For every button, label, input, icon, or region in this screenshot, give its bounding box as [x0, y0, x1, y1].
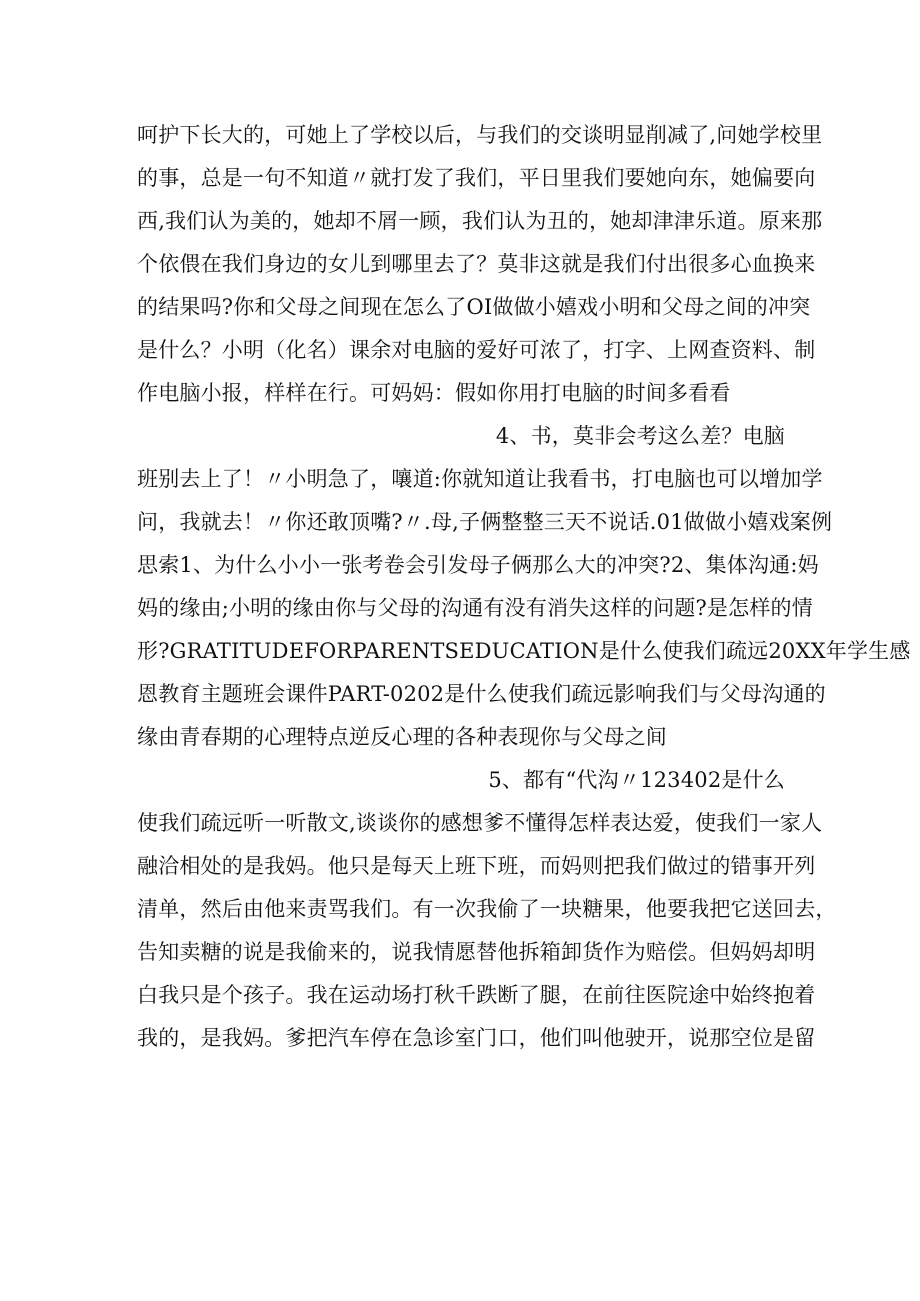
text-line-18: 融洽相处的是我妈。他只是每天上班下班，而妈则把我们做过的错事开列: [137, 854, 816, 878]
text-line-7: 作电脑小报，样样在行。可妈妈：假如你用打电脑的时间多看看: [137, 381, 731, 405]
text-line-9: 班别去上了！〃小明急了，嚷道:你就知道让我看书，打电脑也可以增加学: [137, 467, 823, 491]
text-line-21: 白我只是个孩子。我在运动场打秋千跌断了腿，在前往医院途中始终抱着: [137, 983, 816, 1007]
text-line-11: 思索1、为什么小小一张考卷会引发母子俩那么大的冲突?2、集体沟通:妈: [137, 553, 819, 577]
text-line-10: 问，我就去！〃你还敢顶嘴?〃.母,子俩整整三天不说话.01做做小嬉戏案例: [137, 510, 833, 534]
text-line-19: 清单，然后由他来责骂我们。有一次我偷了一块糖果，他要我把它送回去，: [137, 897, 837, 921]
text-line-1: 呵护下长大的，可她上了学校以后，与我们的交谈明显削减了,问她学校里: [137, 123, 823, 147]
text-line-22: 我的，是我妈。爹把汽车停在急诊室门口，他们叫他驶开，说那空位是留: [137, 1026, 816, 1050]
text-line-3: 西,我们认为美的，她却不屑一顾，我们认为丑的，她却津津乐道。原来那: [137, 209, 823, 233]
text-line-14: 恩教育主题班会课件PART-0202是什么使我们疏远影响我们与父母沟通的: [137, 682, 826, 706]
text-line-5: 的结果吗?你和父母之间现在怎么了OI做做小嬉戏小明和父母之间的冲突: [137, 295, 811, 319]
section-heading-5: 5、都有“代沟〃123402是什么: [488, 768, 785, 792]
text-line-17: 使我们疏远听一听散文,谈谈你的感想爹不懂得怎样表达爱，使我们一家人: [137, 811, 823, 835]
text-line-6: 是什么？小明（化名）课余对电脑的爱好可浓了，打字、上网查资料、制: [137, 338, 816, 362]
section-heading-4: 4、书，莫非会考这么差？电脑: [495, 424, 785, 448]
text-line-4: 个依偎在我们身边的女儿到哪里去了？莫非这就是我们付出很多心血换来: [137, 252, 816, 276]
text-line-13: 形?GRATITUDEFORPARENTSEDUCATION是什么使我们疏远20XX年学生感: [137, 639, 911, 663]
text-line-2: 的事，总是一句不知道〃就打发了我们，平日里我们要她向东，她偏要向: [137, 166, 816, 190]
text-line-12: 妈的缘由;小明的缘由你与父母的沟通有没有消失这样的问题?是怎样的情: [137, 596, 813, 620]
text-line-20: 告知卖糖的说是我偷来的，说我情愿替他拆箱卸货作为赔偿。但妈妈却明: [137, 940, 816, 964]
text-line-15: 缘由青春期的心理特点逆反心理的各种表现你与父母之间: [137, 725, 667, 749]
